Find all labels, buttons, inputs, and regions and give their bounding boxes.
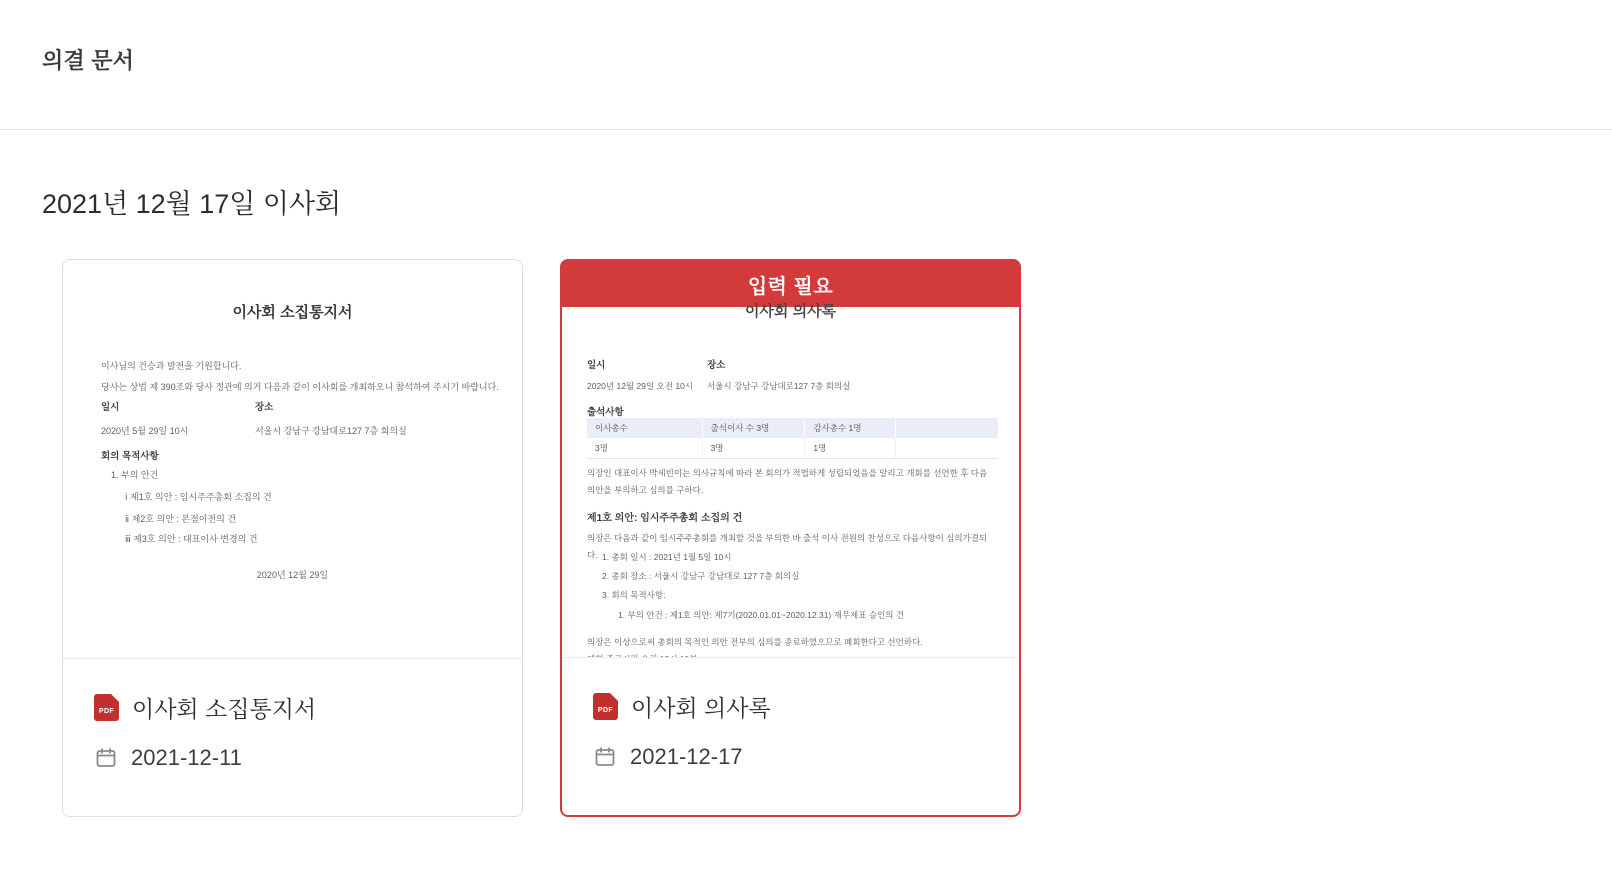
preview-datetime-value: 2020년 12월 29일 오전 10시 bbox=[587, 381, 693, 391]
table-header-cell: 감사총수 1명 bbox=[805, 418, 895, 438]
preview-resolution-heading: 제1호 의안: 임시주주총회 소집의 건 bbox=[587, 513, 743, 524]
date-row bbox=[593, 744, 989, 770]
preview-agenda-lead: 1. 부의 안건 bbox=[111, 470, 159, 480]
document-card-notice[interactable] bbox=[62, 259, 523, 817]
preview-closing-line: 의장은 이상으로써 총회의 목적인 의안 전부의 심의를 종료하였으므로 폐회한다고 선언하다. bbox=[587, 637, 923, 647]
table-cell bbox=[895, 438, 998, 459]
table-header-cell: 이사총수 bbox=[587, 418, 702, 438]
page-title: 의결 문서 bbox=[42, 48, 135, 73]
preview-body-text: 의장인 대표이사 박세빈이는 의사규칙에 따라 본 회의가 적법하게 성립되었음을 알리고 개회를 선언한 후 다음 의안을 부의하고 심의를 구하다. bbox=[587, 468, 988, 495]
preview-doc-title: 이사회 소집통지서 bbox=[232, 304, 353, 321]
preview-datetime-label: 일시 bbox=[101, 402, 120, 413]
preview-list-item: 1. 총회 일시 : 2021년 1월 5일 10시 bbox=[602, 552, 732, 562]
document-title: 이사회 소집통지서 bbox=[132, 696, 317, 722]
preview-intro-line: 이사님의 건승과 발전을 기원합니다. bbox=[101, 361, 242, 371]
preview-list-item: 2. 총회 장소 : 서울시 강남구 강남대로 127 7층 회의실 bbox=[602, 571, 800, 581]
pdf-icon: PDF bbox=[593, 693, 618, 720]
preview-intro-line: 당사는 상법 제 390조와 당사 정관에 의거 다음과 같이 이사회를 개최하오니 참석하여 주시기 바랍니다. bbox=[101, 382, 499, 392]
table-header-cell bbox=[895, 418, 998, 438]
table-cell: 3명 bbox=[702, 438, 805, 459]
header-divider bbox=[0, 129, 1612, 130]
preview-place-label: 장소 bbox=[707, 360, 726, 371]
calendar-icon bbox=[593, 745, 617, 769]
preview-list-item: 3. 회의 목적사항: bbox=[602, 590, 666, 600]
preview-attendance-heading: 출석사항 bbox=[587, 407, 624, 418]
preview-datetime-label: 일시 bbox=[587, 360, 606, 371]
calendar-icon bbox=[94, 746, 118, 770]
document-card-minutes[interactable] bbox=[560, 259, 1021, 817]
file-row bbox=[593, 690, 989, 723]
document-date: 2021-12-11 bbox=[131, 745, 242, 770]
preview-agenda-item: ⅱ 제2호 의안 : 본점이전의 건 bbox=[125, 514, 237, 524]
section-title: 2021년 12월 17일 이사회 bbox=[42, 189, 342, 219]
preview-body-text: 의장은 다음과 같이 임시주주총회를 개최할 것을 부의한 바 출석 이사 전원의 찬성으로 다음사항이 심의가결되다. bbox=[587, 533, 988, 560]
preview-agenda-item: ⅲ 제3호 의안 : 대표이사 변경의 건 bbox=[125, 534, 258, 544]
date-row bbox=[94, 745, 492, 771]
doc-preview-minutes bbox=[562, 303, 1019, 657]
pdf-icon: PDF bbox=[94, 694, 119, 721]
document-title: 이사회 의사록 bbox=[631, 695, 771, 721]
table-cell: 3명 bbox=[587, 438, 702, 459]
file-row bbox=[94, 691, 492, 724]
table-header-cell: 출석이사 수 3명 bbox=[702, 418, 805, 438]
table-cell: 1명 bbox=[805, 438, 895, 459]
preview-agenda-item: ⅰ 제1호 의안 : 임시주주총회 소집의 건 bbox=[125, 492, 272, 502]
preview-place-value: 서울시 강남구 강남대로127 7층 회의실 bbox=[707, 381, 851, 391]
attendance-table bbox=[587, 418, 998, 459]
doc-preview-notice bbox=[63, 260, 522, 658]
preview-sub-item: 1. 부의 안건 : 제1호 의안: 제7기(2020.01.01~2020.12.31) 재무제표 승인의 건 bbox=[618, 610, 905, 620]
document-date: 2021-12-17 bbox=[630, 744, 743, 769]
required-badge: 입력 필요 bbox=[562, 261, 1019, 307]
preview-place-label: 장소 bbox=[255, 402, 274, 413]
card-footer bbox=[562, 657, 1019, 815]
preview-datetime-value: 2020년 5월 29일 10시 bbox=[101, 426, 189, 436]
preview-place-value: 서울시 강남구 강남대로127 7층 회의실 bbox=[255, 426, 407, 436]
preview-purpose-heading: 회의 목적사항 bbox=[101, 451, 159, 462]
card-footer bbox=[63, 658, 522, 816]
preview-written-date: 2020년 12월 29일 bbox=[256, 570, 329, 580]
preview-clipped-title: 이사회 의사록 bbox=[744, 303, 837, 320]
